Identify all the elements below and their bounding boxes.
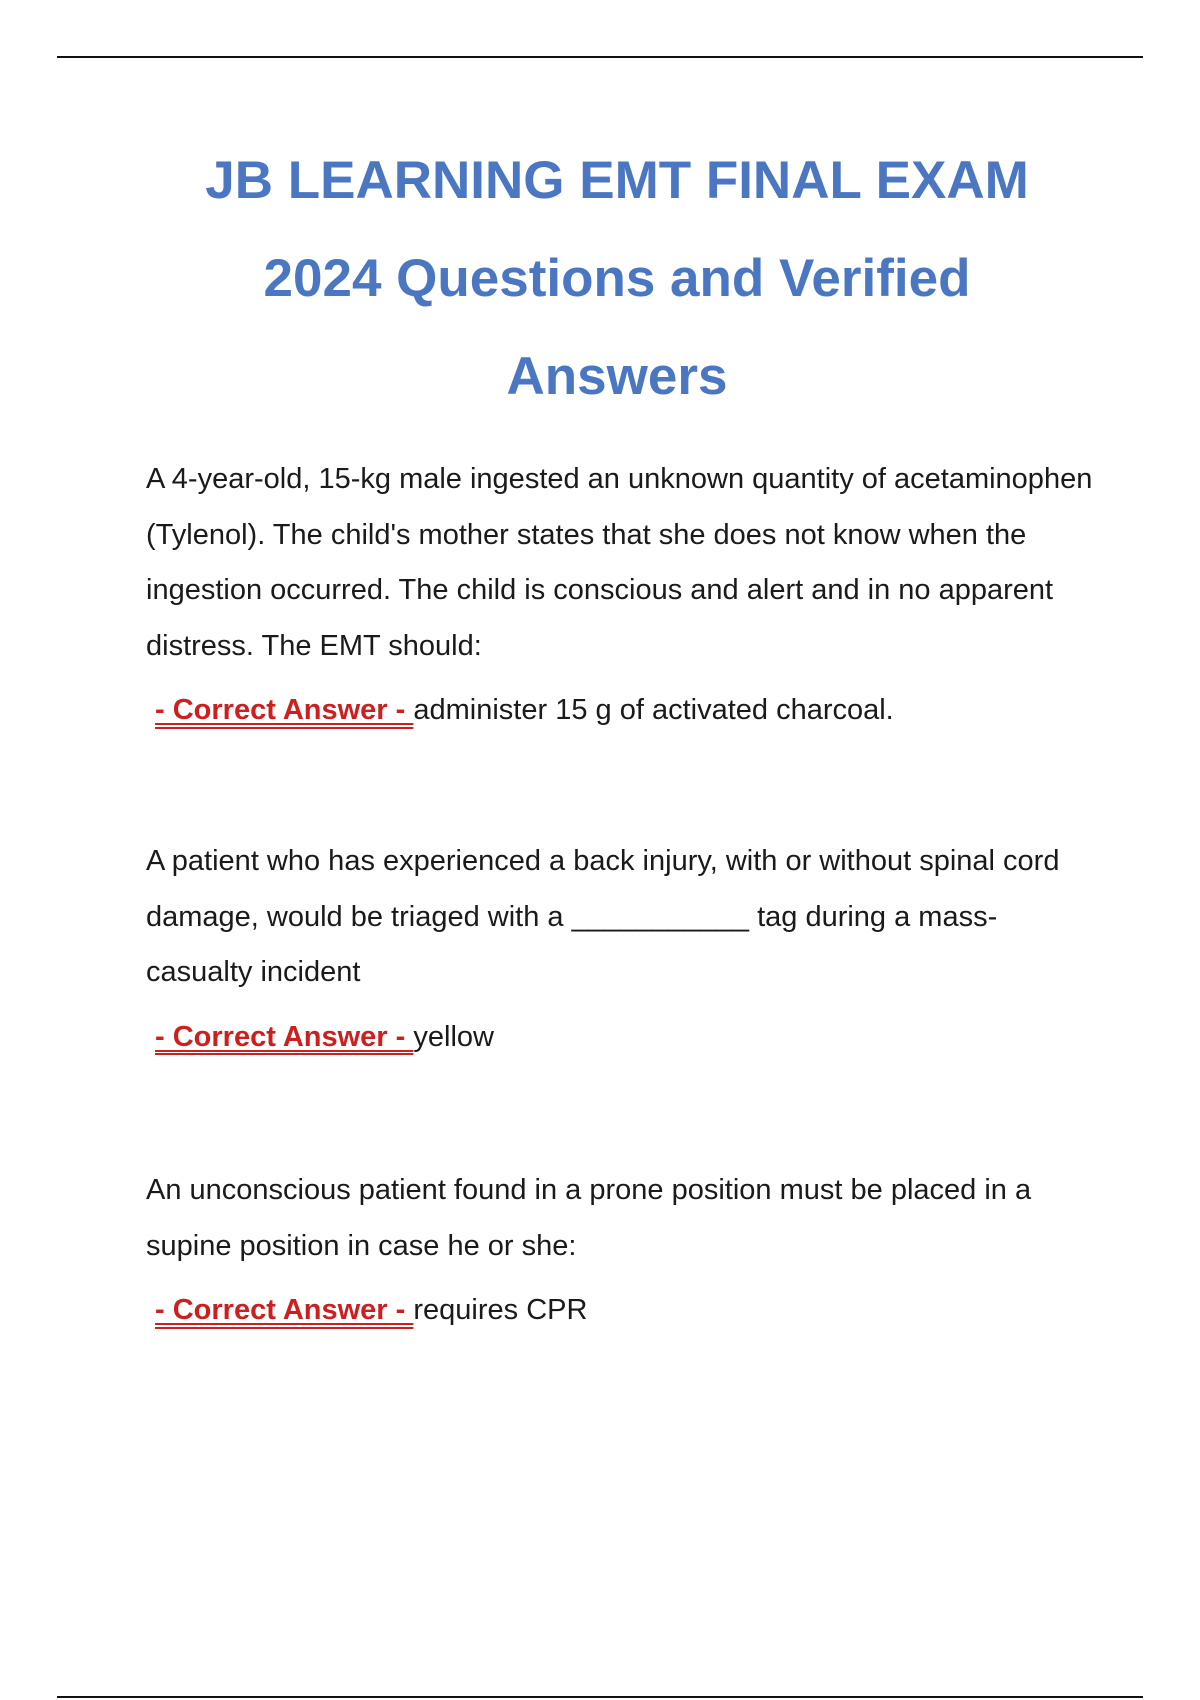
correct-answer-label: - Correct Answer - [155,1020,414,1053]
question-text: An unconscious patient found in a prone position must be placed in a supine position in case he or she: [146,1174,1032,1262]
qa-item-1 [146,452,1096,730]
answer-line [146,1290,1096,1330]
bottom-rule [57,1696,1143,1698]
top-rule [57,56,1143,58]
qa-item-3 [146,1163,1096,1330]
title-line-3: Answers [506,347,728,406]
title-line-2: 2024 Questions and Verified [263,249,971,308]
answer-line [146,1017,1096,1057]
answer-text: yellow [413,1020,494,1053]
document-title [120,132,1114,426]
title-line-1: JB LEARNING EMT FINAL EXAM [205,151,1029,210]
correct-answer-label: - Correct Answer - [155,1294,414,1326]
question-text: A patient who has experienced a back injury, with or without spinal cord damage, would be triaged with a ___________ tag during a mass-casualty incident [146,845,1060,988]
question-text: A 4-year-old, 15-kg male ingested an unknown quantity of acetaminophen (Tylenol). The child's mother states that she does not know when the ingestion occurred. The child is conscious and alert and in no apparent distress. The EMT should: [146,463,1093,662]
correct-answer-label: - Correct Answer - [155,694,414,726]
qa-item-2 [146,834,1096,1057]
answer-line [146,690,1096,730]
answer-text: administer 15 g of activated charcoal. [413,694,894,726]
answer-text: requires CPR [413,1294,588,1326]
